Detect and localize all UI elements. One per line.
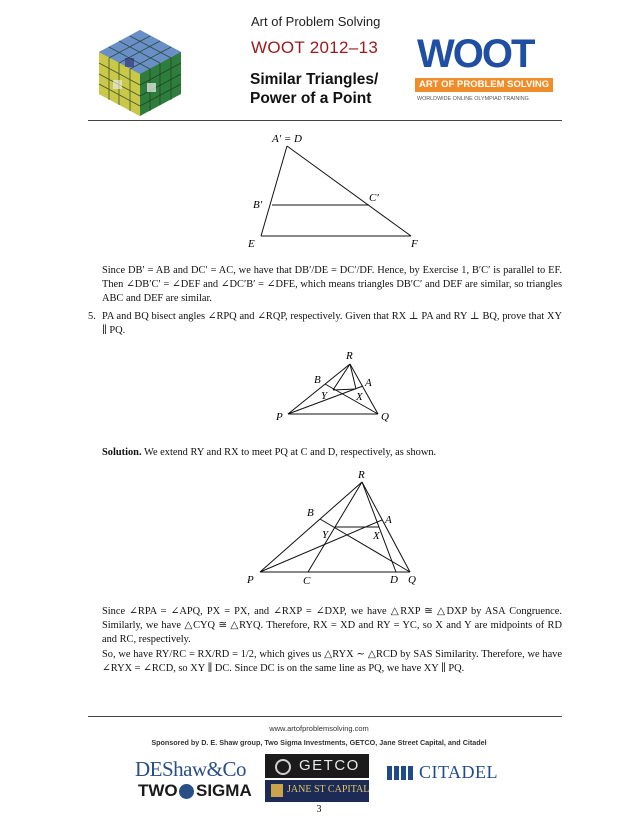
label-p: P [276, 411, 283, 423]
twosigma-two: TWO [138, 781, 178, 800]
getco-label: GETCO [299, 757, 360, 774]
twosigma-sigma: SIGMA [196, 781, 252, 800]
label-f: F [411, 238, 418, 250]
label-x: X [373, 530, 380, 542]
label-q: Q [381, 411, 389, 423]
topic-line-2: Power of a Point [250, 90, 372, 107]
problem-statement: PA and BQ bisect angles ∠RPQ and ∠RQP, respectively. Given that RX ⊥ PA and RY ⊥ BQ, prove that XY ∥ PQ. [102, 311, 562, 336]
side-de [261, 146, 287, 236]
header-org: Art of Problem Solving [251, 14, 381, 29]
side-df [287, 146, 411, 236]
label-x: X [356, 391, 363, 403]
solution-text: We extend RY and RX to meet PQ at C and D, respectively, as shown. [143, 447, 437, 458]
citadel-label: CITADEL [419, 762, 499, 782]
label-e: E [248, 238, 255, 250]
label-a: A [385, 514, 392, 526]
label-c: C [303, 575, 311, 587]
label-p: P [247, 574, 254, 586]
janestreet-label: JANE ST CAPITAL [287, 784, 370, 795]
page-number: 3 [316, 804, 322, 815]
label-a: A [365, 377, 372, 389]
footer-rule [88, 716, 562, 717]
segment-ry [333, 364, 350, 390]
label-b: B [307, 507, 314, 519]
footer-url[interactable]: www.artofproblemsolving.com [269, 724, 369, 733]
label-y: Y [322, 529, 329, 541]
label-y: Y [321, 390, 328, 402]
janestreet-emblem-icon [271, 784, 283, 797]
label-r: R [358, 469, 365, 481]
header-rule [88, 120, 562, 121]
janestreet-logo [265, 780, 369, 802]
woot-tagline: ART OF PROBLEM SOLVING [419, 79, 550, 90]
line-pa [260, 520, 382, 572]
solution-label: Solution. [102, 447, 142, 458]
woot-wordmark: WOOT [417, 32, 534, 76]
label-b: B [314, 374, 321, 386]
label-b-prime: B′ [253, 199, 263, 211]
label-r: R [346, 350, 353, 362]
aops-cube-logo [95, 28, 185, 118]
topic-title [250, 70, 378, 108]
twosigma-logo [138, 781, 250, 805]
figure-triangle-def [245, 128, 435, 253]
paragraph-congruence: Since ∠RPA = ∠APQ, PX = PX, and ∠RXP = ∠DXP, we have △RXP ≅ △DXP by ASA Congruence. Similarly, we have △CYQ ≅ △RYQ. Therefore, RX = XD and RY = YC, so X and Y are midpoints of RD and RC, respectively. [102, 606, 562, 645]
problem-number: 5. [88, 311, 96, 322]
page-title: WOOT 2012–13 [251, 38, 379, 57]
label-a-prime-d: A′ = D [272, 133, 302, 145]
citadel-logo [387, 762, 517, 788]
footer-sponsors: Sponsored by D. E. Shaw group, Two Sigma Investments, GETCO, Jane Street Capital, and Citadel [151, 738, 487, 747]
figure-problem-5 [268, 348, 398, 428]
topic-line-1: Similar Triangles/ [250, 71, 379, 88]
getco-ring-icon [275, 759, 291, 775]
paragraph-similarity-proof: Since DB′ = AB and DC′ = AC, we have that DB′/DE = DC′/DF. Hence, by Exercise 1, B′C′ is parallel to EF. Then ∠DB′C′ = ∠DEF and ∠DC′B′ = ∠DFE, which means triangles DB′C′ and DEF are similar, so triangles ABC and DEF are similar. [102, 265, 562, 304]
label-d: D [390, 574, 398, 586]
citadel-bars-icon [387, 766, 413, 780]
paragraph-conclusion: So, we have RY/RC = RX/RD = 1/2, which gives us △RYX ∼ △RCD by SAS Similarity. Therefore, we have ∠RYX = ∠RCD, so XY ∥ DC. Since DC is on the same line as PQ, we have XY ∥ PQ. [102, 649, 562, 674]
side-pr [288, 364, 350, 414]
solution-line [102, 446, 562, 460]
woot-logo [415, 32, 555, 110]
segment-rx [350, 364, 356, 389]
label-q: Q [408, 574, 416, 586]
woot-subtitle: WORLDWIDE ONLINE OLYMPIAD TRAINING [417, 96, 529, 102]
label-c-prime: C′ [369, 192, 379, 204]
getco-logo [265, 754, 369, 778]
deshaw-logo: DEShaw&Co [135, 757, 246, 781]
twosigma-circle-icon [179, 784, 194, 799]
figure-solution [240, 466, 430, 594]
